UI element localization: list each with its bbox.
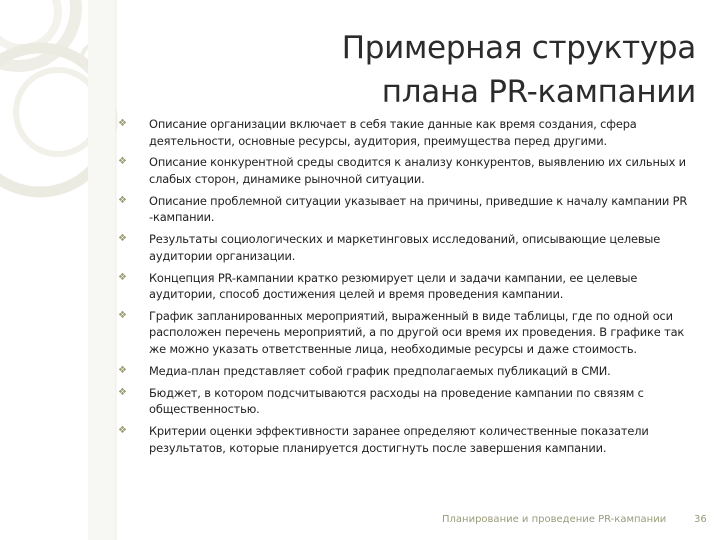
- bullet-list: [118, 116, 704, 462]
- bullet-text: Описание конкурентной среды сводится к анализу конкурентов, выявлению их сильных и слабых сторон, динамике рыночной ситуации.: [149, 155, 686, 186]
- bullet-text: Медиа-план представляет собой график предполагаемых публикаций в СМИ.: [149, 363, 611, 378]
- bullet-item: [118, 270, 704, 303]
- deco-ring-inner: [16, 70, 100, 154]
- bullet-item: [118, 385, 704, 418]
- bullet-item: [118, 116, 704, 149]
- bullet-item: [118, 363, 704, 380]
- bullet-text: Описание организации включает в себя такие данные как время создания, сфера деятельности, основные ресурсы, аудитория, преимущества перед другими.: [149, 117, 637, 148]
- diamond-bullet-icon: ❖: [118, 233, 127, 245]
- left-band: [88, 0, 116, 540]
- slide-footer: Планирование и проведение PR-кампании: [442, 514, 667, 525]
- bullet-item: [118, 193, 704, 226]
- slide-title: [276, 26, 696, 114]
- diamond-bullet-icon: ❖: [118, 118, 127, 129]
- bullet-text: Результаты социологических и маркетинговых исследований, описывающие целевые аудитории организации.: [149, 232, 661, 263]
- diamond-bullet-icon: ❖: [118, 364, 127, 376]
- bullet-item: [118, 308, 704, 358]
- bullet-item: [118, 154, 704, 187]
- bullet-text: График запланированных мероприятий, выраженный в виде таблицы, где по одной оси расположен перечень мероприятий, а по другой оси время их проведения. В графике так же можно указать ответственные лица, необходимые ресурсы и даже стоимость.: [149, 308, 685, 356]
- diamond-bullet-icon: ❖: [118, 386, 127, 398]
- diamond-bullet-icon: ❖: [118, 156, 127, 168]
- bullet-text: Описание проблемной ситуации указывает на причины, приведшие к началу кампании PR -кампании.: [149, 193, 688, 225]
- bullet-text: Критерии оценки эффективности заранее определяют количественные показатели результатов, которые планируется достигнуть после завершения кампании.: [149, 424, 649, 455]
- diamond-bullet-icon: ❖: [118, 194, 127, 206]
- slide-title-line-2: плана PR-кампании: [381, 74, 696, 110]
- diamond-bullet-icon: ❖: [118, 425, 127, 437]
- bullet-item: [118, 423, 704, 456]
- slide-title-line-1: Примерная структура: [341, 30, 696, 66]
- bullet-text: Бюджет, в котором подсчитываются расходы на проведение кампании по связям с общественностью.: [149, 385, 644, 417]
- diamond-bullet-icon: ❖: [118, 309, 127, 321]
- bullet-text: Концепция PR-кампании кратко резюмирует цели и задачи кампании, ее целевые аудитории, способ достижения целей и время проведения кампании.: [149, 270, 638, 302]
- page-number: 36: [694, 514, 707, 525]
- diamond-bullet-icon: ❖: [118, 271, 127, 283]
- deco-ring-medium: [0, 0, 58, 48]
- bullet-item: [118, 231, 704, 264]
